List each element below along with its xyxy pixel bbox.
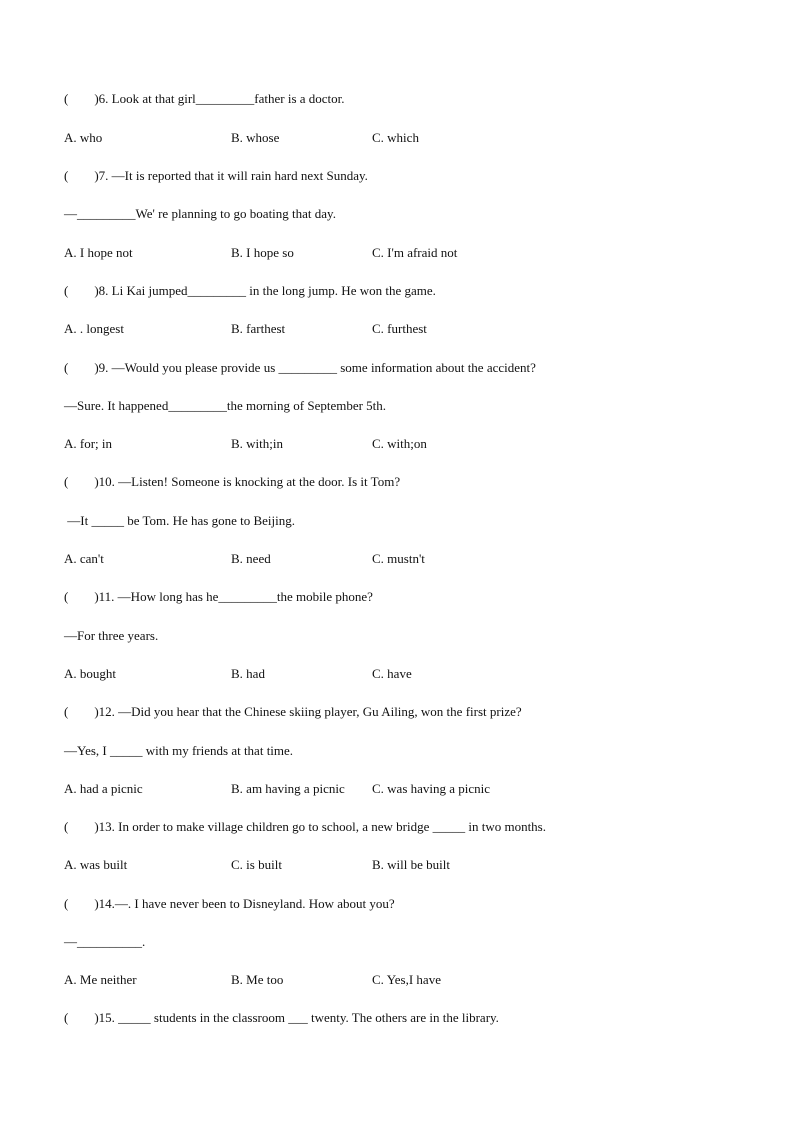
question-14-option-b: B. Me too [231, 972, 284, 987]
question-11-reply: —For three years. [64, 628, 159, 643]
question-7-option-c: C. I'm afraid not [372, 245, 458, 260]
question-11-option-a: A. bought [64, 666, 116, 681]
question-8-option-c: C. furthest [372, 321, 427, 336]
question-10-option-c: C. mustn't [372, 551, 425, 566]
question-6-option-a: A. who [64, 130, 103, 145]
question-9-option-b: B. with;in [231, 436, 284, 451]
question-10-stem: ( )10. —Listen! Someone is knocking at the door. Is it Tom? [64, 474, 401, 489]
question-6-option-c: C. which [372, 130, 419, 145]
question-8-option-a: A. . longest [64, 321, 124, 336]
question-6-option-b: B. whose [231, 130, 280, 145]
question-14-option-a: A. Me neither [64, 972, 137, 987]
question-12-reply: —Yes, I _____ with my friends at that time. [64, 743, 294, 758]
question-8-stem: ( )8. Li Kai jumped_________ in the long jump. He won the game. [64, 283, 436, 298]
question-13-option-c: C. is built [231, 857, 282, 872]
question-9-reply: —Sure. It happened_________the morning of September 5th. [64, 398, 387, 413]
question-15-stem: ( )15. _____ students in the classroom ___ twenty. The others are in the library. [64, 1010, 499, 1025]
question-7-reply: —_________We' re planning to go boating that day. [64, 206, 336, 221]
question-14-stem: ( )14.—. I have never been to Disneyland. How about you? [64, 896, 395, 911]
question-12-option-c: C. was having a picnic [372, 781, 491, 796]
question-10-reply: —It _____ be Tom. He has gone to Beijing. [64, 513, 296, 528]
question-10-option-b: B. need [231, 551, 271, 566]
question-8-option-b: B. farthest [231, 321, 286, 336]
question-11-stem: ( )11. —How long has he_________the mobile phone? [64, 589, 373, 604]
question-12-option-a: A. had a picnic [64, 781, 143, 796]
question-11-option-b: B. had [231, 666, 265, 681]
question-7-stem: ( )7. —It is reported that it will rain hard next Sunday. [64, 168, 368, 183]
question-12-stem: ( )12. —Did you hear that the Chinese skiing player, Gu Ailing, won the first prize? [64, 704, 522, 719]
question-9-option-c: C. with;on [372, 436, 427, 451]
question-10-option-a: A. can't [64, 551, 104, 566]
question-6-stem: ( )6. Look at that girl_________father is a doctor. [64, 91, 345, 106]
question-13-option-a: A. was built [64, 857, 128, 872]
question-13-stem: ( )13. In order to make village children go to school, a new bridge _____ in two months. [64, 819, 546, 834]
question-9-stem: ( )9. —Would you please provide us _________ some information about the accident? [64, 360, 536, 375]
question-13-option-b: B. will be built [372, 857, 450, 872]
question-11-option-c: C. have [372, 666, 412, 681]
question-9-option-a: A. for; in [64, 436, 113, 451]
question-14-option-c: C. Yes,I have [372, 972, 441, 987]
question-12-option-b: B. am having a picnic [231, 781, 345, 796]
question-14-reply: —__________. [64, 934, 146, 949]
question-7-option-a: A. I hope not [64, 245, 133, 260]
question-7-option-b: B. I hope so [231, 245, 294, 260]
